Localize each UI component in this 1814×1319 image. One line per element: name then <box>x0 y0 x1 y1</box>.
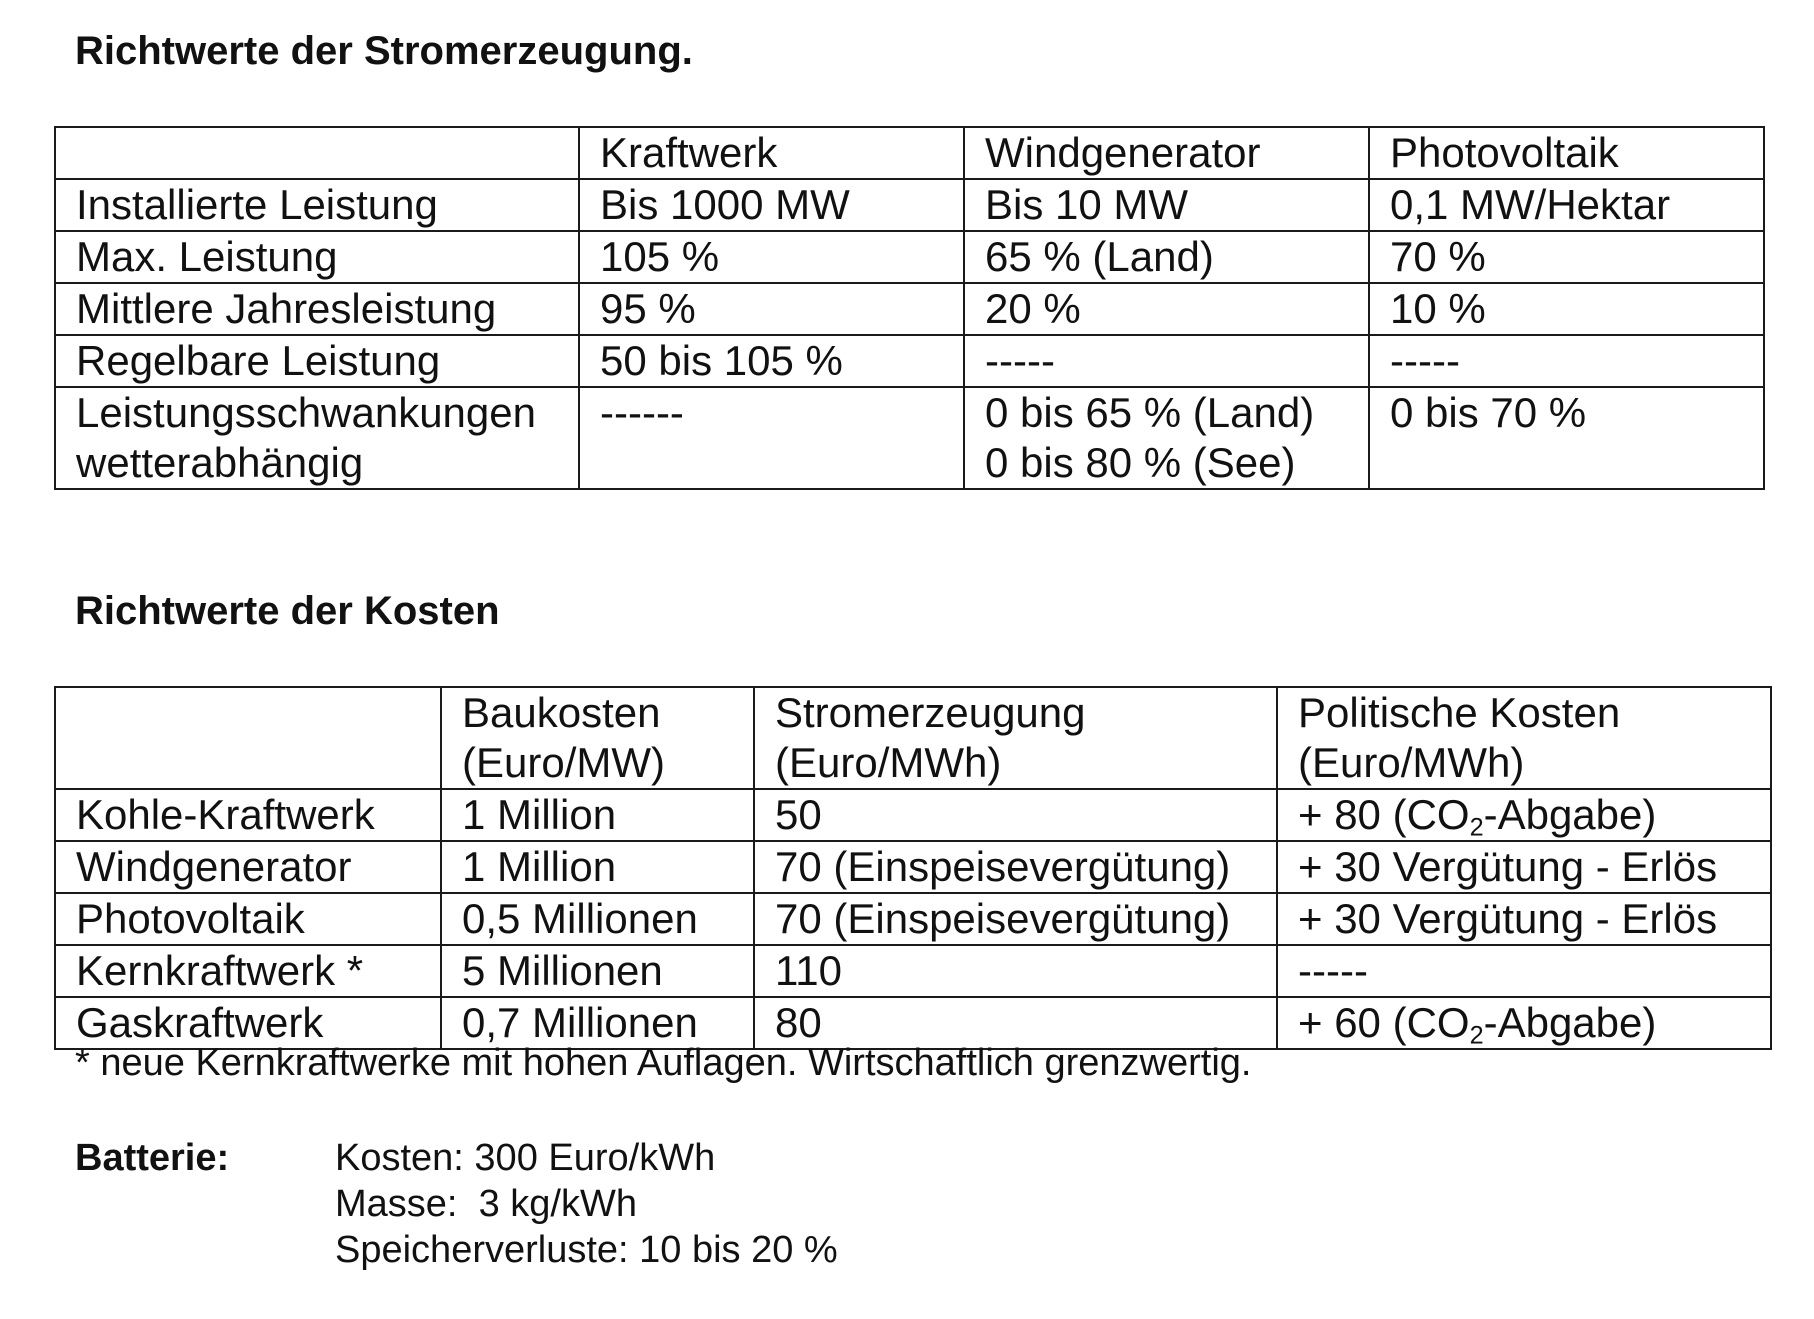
photovoltaik-cell-line: 0 bis 70 % <box>1390 389 1587 436</box>
kraftwerk-cell <box>579 231 964 283</box>
photovoltaik-cell-line: ----- <box>1390 337 1460 384</box>
windgenerator-cell-line: 0 bis 80 % (See) <box>985 439 1296 486</box>
baukosten-cell-line: 1 Million <box>462 791 617 838</box>
table-row <box>55 179 1764 231</box>
row-label <box>55 841 441 893</box>
windgenerator-cell-line: Bis 10 MW <box>985 181 1189 228</box>
stromerzeugung-cell-line: 80 <box>775 999 822 1046</box>
header-cell-line: Kraftwerk <box>600 129 778 176</box>
row-label <box>55 387 579 489</box>
baukosten-cell <box>441 841 754 893</box>
stromerzeugung-cell <box>754 841 1277 893</box>
baukosten-cell-line: 0,5 Millionen <box>462 895 698 942</box>
baukosten-cell-line: 1 Million <box>462 843 617 890</box>
windgenerator-cell <box>964 387 1369 489</box>
battery-cost: Kosten: 300 Euro/kWh <box>335 1137 716 1179</box>
stromerzeugung-cell-line: 70 (Einspeisevergütung) <box>775 843 1231 890</box>
row-label-line: Kohle-Kraftwerk <box>76 791 375 838</box>
baukosten-cell-line: 0,7 Millionen <box>462 999 698 1046</box>
stromerzeugung-table <box>54 126 1765 490</box>
header-cell <box>1277 687 1771 789</box>
row-label <box>55 231 579 283</box>
table-header-row <box>55 127 1764 179</box>
header-cell-line: Photovoltaik <box>1390 129 1619 176</box>
politische-kosten-text: -Abgabe) <box>1483 999 1657 1046</box>
politische-kosten-cell <box>1277 997 1771 1049</box>
row-label <box>55 335 579 387</box>
kraftwerk-cell-line: 95 % <box>600 285 696 332</box>
table-row <box>55 945 1771 997</box>
politische-kosten-text: -Abgabe) <box>1483 791 1657 838</box>
kosten-table <box>54 686 1772 1050</box>
header-cell-line: Stromerzeugung <box>775 689 1086 736</box>
politische-kosten-text: ----- <box>1298 947 1368 994</box>
windgenerator-cell <box>964 231 1369 283</box>
windgenerator-cell <box>964 335 1369 387</box>
row-label-line: Kernkraftwerk * <box>76 947 364 994</box>
table-row <box>55 283 1764 335</box>
politische-kosten-text: + 60 (CO <box>1298 999 1470 1046</box>
politische-kosten-cell <box>1277 893 1771 945</box>
kraftwerk-cell <box>579 387 964 489</box>
stromerzeugung-cell <box>754 789 1277 841</box>
kraftwerk-cell-line: Bis 1000 MW <box>600 181 850 228</box>
header-cell <box>964 127 1369 179</box>
photovoltaik-cell <box>1369 387 1764 489</box>
table-header-row <box>55 687 1771 789</box>
header-cell-line: (Euro/MW) <box>462 739 665 786</box>
politische-kosten-text: + 80 (CO <box>1298 791 1470 838</box>
baukosten-cell <box>441 945 754 997</box>
subscript: 2 <box>1469 1021 1484 1050</box>
header-cell-line: Baukosten <box>462 689 661 736</box>
section1-title: Richtwerte der Stromerzeugung. <box>75 29 693 73</box>
row-label-line: Mittlere Jahresleistung <box>76 285 497 332</box>
row-label-line: Installierte Leistung <box>76 181 438 228</box>
table-row <box>55 841 1771 893</box>
windgenerator-cell-line: ----- <box>985 337 1055 384</box>
row-label-line: Photovoltaik <box>76 895 305 942</box>
windgenerator-cell <box>964 179 1369 231</box>
stromerzeugung-cell <box>754 893 1277 945</box>
kraftwerk-cell <box>579 283 964 335</box>
windgenerator-cell-line: 65 % (Land) <box>985 233 1214 280</box>
battery-mass: Masse: 3 kg/kWh <box>335 1183 637 1225</box>
battery-lines <box>335 1135 838 1273</box>
row-label-line: Windgenerator <box>76 843 352 890</box>
photovoltaik-cell <box>1369 335 1764 387</box>
windgenerator-cell-line: 20 % <box>985 285 1081 332</box>
header-cell-line: (Euro/MWh) <box>1298 739 1525 786</box>
stromerzeugung-cell-line: 70 (Einspeisevergütung) <box>775 895 1231 942</box>
politische-kosten-cell <box>1277 945 1771 997</box>
header-cell <box>55 687 441 789</box>
header-cell <box>1369 127 1764 179</box>
stromerzeugung-cell-line: 50 <box>775 791 822 838</box>
kraftwerk-cell-line: ------ <box>600 389 684 436</box>
table-row <box>55 893 1771 945</box>
row-label <box>55 945 441 997</box>
table-row <box>55 335 1764 387</box>
row-label-line: Max. Leistung <box>76 233 338 280</box>
windgenerator-cell-line: 0 bis 65 % (Land) <box>985 389 1315 436</box>
footnote: * neue Kernkraftwerke mit hohen Auflagen. Wirtschaftlich grenzwertig. <box>75 1042 1252 1084</box>
row-label <box>55 283 579 335</box>
header-cell <box>55 127 579 179</box>
table-row <box>55 789 1771 841</box>
row-label-line: Leistungsschwankungen <box>76 389 536 436</box>
row-label <box>55 893 441 945</box>
baukosten-cell <box>441 789 754 841</box>
header-cell-line: (Euro/MWh) <box>775 739 1002 786</box>
stromerzeugung-cell <box>754 945 1277 997</box>
photovoltaik-cell-line: 10 % <box>1390 285 1486 332</box>
row-label <box>55 789 441 841</box>
section2-title: Richtwerte der Kosten <box>75 589 500 633</box>
kraftwerk-cell <box>579 179 964 231</box>
photovoltaik-cell-line: 70 % <box>1390 233 1486 280</box>
stromerzeugung-cell-line: 110 <box>775 947 842 994</box>
politische-kosten-cell <box>1277 789 1771 841</box>
header-cell-line: Politische Kosten <box>1298 689 1621 736</box>
baukosten-cell-line: 5 Millionen <box>462 947 663 994</box>
politische-kosten-text: + 30 Vergütung - Erlös <box>1298 843 1718 890</box>
kraftwerk-cell-line: 50 bis 105 % <box>600 337 843 384</box>
row-label-line: Regelbare Leistung <box>76 337 441 384</box>
battery-loss: Speicherverluste: 10 bis 20 % <box>335 1229 838 1271</box>
photovoltaik-cell <box>1369 283 1764 335</box>
battery-label: Batterie: <box>75 1137 230 1179</box>
baukosten-cell <box>441 893 754 945</box>
politische-kosten-text: + 30 Vergütung - Erlös <box>1298 895 1718 942</box>
photovoltaik-cell-line: 0,1 MW/Hektar <box>1390 181 1671 228</box>
header-cell-line: Windgenerator <box>985 129 1261 176</box>
kraftwerk-cell-line: 105 % <box>600 233 720 280</box>
politische-kosten-cell <box>1277 841 1771 893</box>
table-row <box>55 387 1764 489</box>
photovoltaik-cell <box>1369 179 1764 231</box>
subscript: 2 <box>1469 813 1484 842</box>
kraftwerk-cell <box>579 335 964 387</box>
row-label <box>55 179 579 231</box>
header-cell <box>754 687 1277 789</box>
row-label-line: wetterabhängig <box>76 439 364 486</box>
header-cell <box>579 127 964 179</box>
row-label-line: Gaskraftwerk <box>76 999 324 1046</box>
photovoltaik-cell <box>1369 231 1764 283</box>
header-cell <box>441 687 754 789</box>
table-row <box>55 231 1764 283</box>
windgenerator-cell <box>964 283 1369 335</box>
